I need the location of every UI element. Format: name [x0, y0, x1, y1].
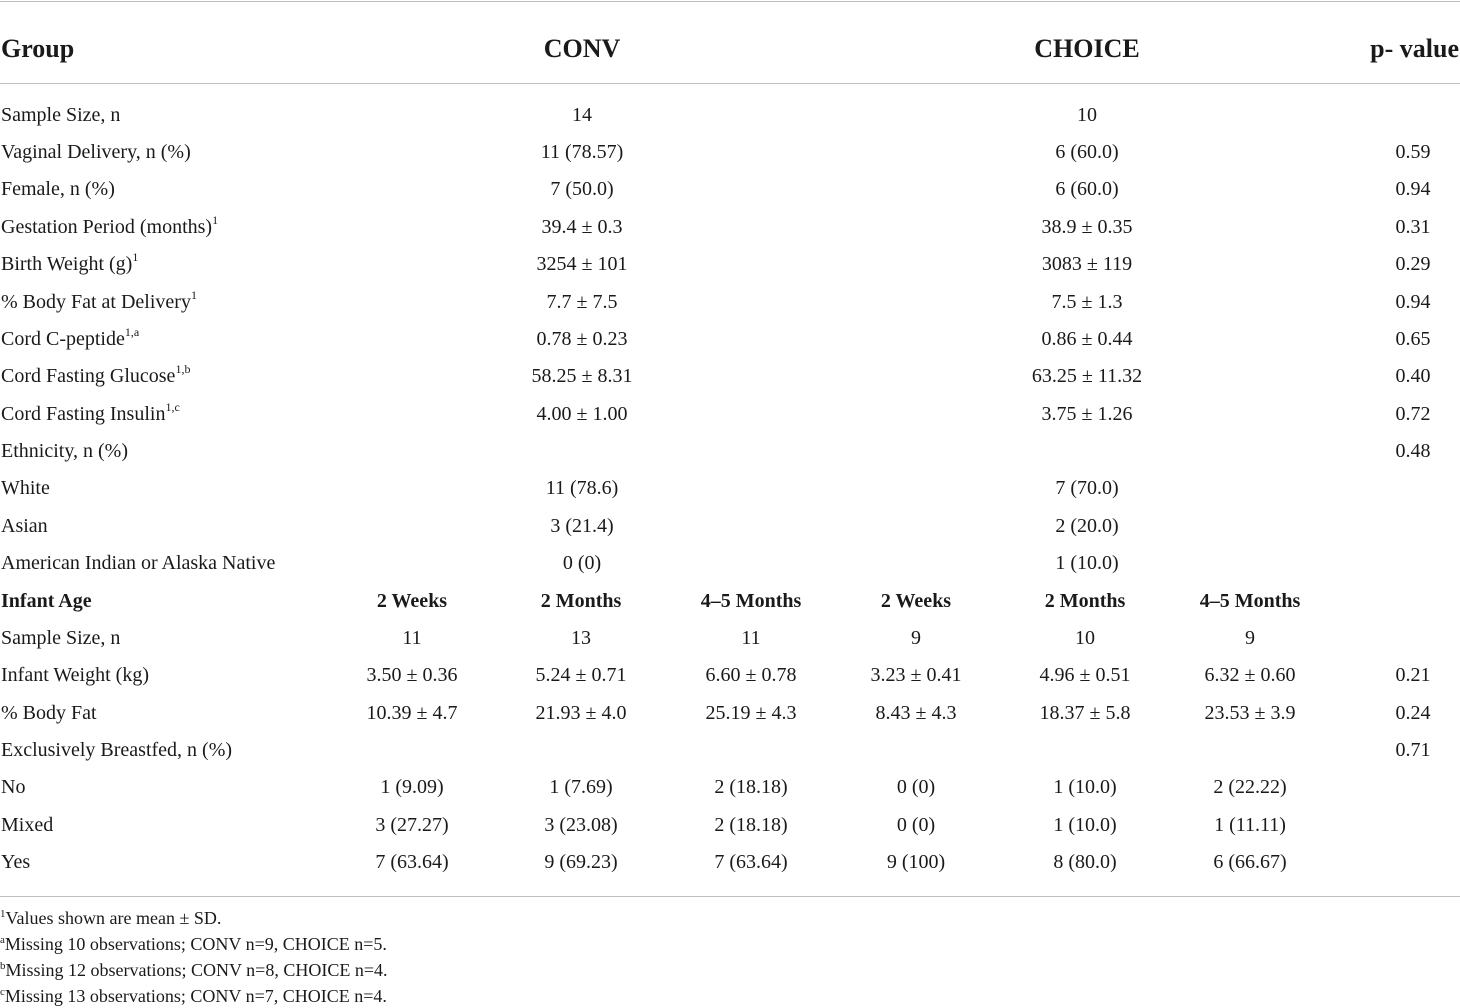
- row-label: [1, 284, 197, 321]
- conv-value: 11 (78.57): [540, 141, 624, 163]
- footnote-mark: c: [0, 986, 5, 998]
- row-label: Sample Size, n: [1, 627, 121, 649]
- conv-value: 0.78 ± 0.23: [536, 328, 628, 350]
- p-value: 0.21: [1395, 664, 1431, 686]
- table-row: [0, 209, 1460, 246]
- conv-value: 0 (0): [562, 552, 602, 574]
- p-value: 0.29: [1395, 253, 1431, 275]
- infant-value: 1 (11.11): [1214, 814, 1286, 836]
- table-row: [0, 433, 1460, 470]
- p-value: 0.71: [1395, 739, 1431, 761]
- conv-value: 39.4 ± 0.3: [541, 216, 623, 238]
- conv-value: 3 (21.4): [550, 515, 614, 537]
- row-label: [1, 209, 218, 246]
- row-label-text: Ethnicity, n (%): [1, 440, 129, 462]
- header-pvalue: p- value: [1370, 34, 1459, 63]
- infant-value: 8.43 ± 4.3: [875, 702, 957, 724]
- infant-value: 0 (0): [896, 814, 936, 836]
- row-label-text: Vaginal Delivery, n (%): [1, 141, 191, 163]
- infant-value: 2 (22.22): [1213, 776, 1287, 798]
- infant-value: 1 (10.0): [1053, 776, 1117, 798]
- infant-value: 0 (0): [896, 776, 936, 798]
- infant-value: 11: [741, 627, 761, 649]
- choice-value: 7.5 ± 1.3: [1051, 291, 1123, 313]
- footnote-marker: 1,b: [175, 362, 191, 376]
- infant-value: 21.93 ± 4.0: [535, 702, 627, 724]
- infant-value: 2 (18.18): [714, 814, 788, 836]
- table-row: [0, 657, 1460, 694]
- row-label: Exclusively Breastfed, n (%): [1, 739, 233, 761]
- footnote-text: Missing 10 observations; CONV n=9, CHOICE n=5.: [4, 934, 387, 954]
- footnote-marker: 1: [212, 213, 219, 227]
- p-value: 0.94: [1395, 291, 1431, 313]
- row-label-text: American Indian or Alaska Native: [1, 552, 276, 574]
- p-value: 0.24: [1395, 702, 1431, 724]
- table-row: [0, 844, 1460, 881]
- infant-value: 9: [1245, 627, 1255, 649]
- infant-age-col: 2 Weeks: [376, 590, 448, 612]
- choice-value: 7 (70.0): [1055, 477, 1119, 499]
- row-label: [1, 134, 191, 171]
- infant-age-col: 4–5 Months: [700, 590, 802, 612]
- footnote: [0, 908, 221, 928]
- row-label-text: Birth Weight (g): [1, 253, 133, 275]
- table-row: [0, 732, 1460, 769]
- header-rule: [0, 83, 1460, 84]
- choice-value: 2 (20.0): [1055, 515, 1119, 537]
- infant-age-col: 4–5 Months: [1199, 590, 1301, 612]
- row-label: Yes: [1, 851, 31, 873]
- row-label: No: [1, 776, 26, 798]
- infant-value: 10: [1075, 627, 1095, 649]
- p-value: 0.94: [1395, 178, 1431, 200]
- row-label-text: Cord Fasting Glucose: [1, 365, 176, 387]
- conv-value: 7 (50.0): [550, 178, 614, 200]
- row-label-text: % Body Fat at Delivery: [1, 291, 191, 313]
- choice-value: 3083 ± 119: [1041, 253, 1133, 275]
- row-label: Infant Weight (kg): [1, 664, 149, 686]
- infant-value: 18.37 ± 5.8: [1039, 702, 1131, 724]
- table-bottom-rule: [0, 896, 1460, 897]
- choice-value: 6 (60.0): [1055, 141, 1119, 163]
- infant-value: 4.96 ± 0.51: [1039, 664, 1131, 686]
- choice-value: 1 (10.0): [1055, 552, 1119, 574]
- row-label-text: Female, n (%): [1, 178, 115, 200]
- infant-value: 7 (63.64): [375, 851, 449, 873]
- footnote: [0, 934, 387, 954]
- infant-value: 9: [911, 627, 921, 649]
- choice-value: 38.9 ± 0.35: [1041, 216, 1133, 238]
- conv-value: 7.7 ± 7.5: [546, 291, 618, 313]
- table-row: [0, 695, 1460, 732]
- infant-value: 1 (9.09): [380, 776, 444, 798]
- row-label: [1, 358, 190, 395]
- infant-value: 5.24 ± 0.71: [535, 664, 627, 686]
- conv-value: 4.00 ± 1.00: [536, 403, 628, 425]
- row-label: [1, 545, 275, 582]
- infant-value: 3 (23.08): [544, 814, 618, 836]
- p-value: 0.59: [1395, 141, 1431, 163]
- conv-value: 14: [572, 104, 592, 126]
- row-label: % Body Fat: [1, 702, 97, 724]
- table-top-rule: [0, 1, 1460, 2]
- row-label: [1, 246, 138, 283]
- table-row: [0, 620, 1460, 657]
- footnote-marker: 1: [190, 288, 197, 302]
- infant-value: 13: [571, 627, 591, 649]
- infant-value: 6.32 ± 0.60: [1204, 664, 1296, 686]
- header-choice: CHOICE: [1034, 34, 1140, 63]
- footnote-text: Missing 12 observations; CONV n=8, CHOICE n=4.: [5, 960, 388, 980]
- row-label-text: Gestation Period (months): [1, 216, 213, 238]
- footnote-marker: 1,a: [124, 325, 140, 339]
- infant-value: 7 (63.64): [714, 851, 788, 873]
- table-row: [0, 171, 1460, 208]
- footnote-mark: a: [0, 934, 5, 946]
- infant-value: 25.19 ± 4.3: [705, 702, 797, 724]
- p-value: 0.65: [1395, 328, 1431, 350]
- infant-value: 11: [402, 627, 422, 649]
- p-value: 0.31: [1395, 216, 1431, 238]
- row-label: [1, 508, 48, 545]
- row-label: [1, 433, 128, 470]
- header-conv: CONV: [543, 34, 621, 63]
- infant-value: 9 (69.23): [544, 851, 618, 873]
- header-group: Group: [1, 34, 75, 63]
- infant-value: 3 (27.27): [375, 814, 449, 836]
- row-label-text: Asian: [1, 515, 48, 537]
- infant-age-col: 2 Weeks: [880, 590, 952, 612]
- footnote-text: Missing 13 observations; CONV n=7, CHOICE n=4.: [4, 986, 387, 1006]
- footnote-marker: 1: [132, 250, 139, 264]
- row-label-text: White: [1, 477, 50, 499]
- footnote: [0, 960, 387, 980]
- conv-value: 58.25 ± 8.31: [531, 365, 633, 387]
- infant-age-col: 2 Months: [1044, 590, 1126, 612]
- table-row: [0, 97, 1460, 134]
- infant-value: 6 (66.67): [1213, 851, 1287, 873]
- table-row: [0, 358, 1460, 395]
- choice-value: 6 (60.0): [1055, 178, 1119, 200]
- infant-value: 10.39 ± 4.7: [366, 702, 458, 724]
- infant-value: 3.50 ± 0.36: [366, 664, 458, 686]
- footnote-mark: 1: [0, 908, 6, 920]
- infant-value: 1 (10.0): [1053, 814, 1117, 836]
- infant-value: 9 (100): [886, 851, 946, 873]
- row-label: [1, 171, 115, 208]
- p-value: 0.40: [1395, 365, 1431, 387]
- row-label-text: Sample Size, n: [1, 104, 121, 126]
- row-label: [1, 396, 180, 433]
- choice-value: 10: [1077, 104, 1097, 126]
- row-label-text: Cord Fasting Insulin: [1, 403, 166, 425]
- row-label-text: Cord C-peptide: [1, 328, 125, 350]
- p-value: 0.72: [1395, 403, 1431, 425]
- table-row: [0, 508, 1460, 545]
- row-label: [1, 321, 139, 358]
- footnote-marker: 1,c: [165, 400, 180, 414]
- footnote-text: Values shown are mean ± SD.: [5, 908, 222, 928]
- conv-value: 3254 ± 101: [536, 253, 628, 275]
- infant-value: 23.53 ± 3.9: [1204, 702, 1296, 724]
- table-row: [0, 246, 1460, 283]
- table-row: [0, 396, 1460, 433]
- row-label: Mixed: [1, 814, 54, 836]
- row-label: [1, 97, 120, 134]
- table-row: [0, 769, 1460, 806]
- row-label: [1, 470, 50, 507]
- infant-age-label: Infant Age: [1, 590, 92, 612]
- infant-value: 8 (80.0): [1053, 851, 1117, 873]
- infant-value: 6.60 ± 0.78: [705, 664, 797, 686]
- choice-value: 3.75 ± 1.26: [1041, 403, 1133, 425]
- table-row: [0, 321, 1460, 358]
- infant-age-col: 2 Months: [540, 590, 622, 612]
- infant-value: 1 (7.69): [549, 776, 613, 798]
- choice-value: 63.25 ± 11.32: [1031, 365, 1143, 387]
- table-row: [0, 470, 1460, 507]
- choice-value: 0.86 ± 0.44: [1041, 328, 1133, 350]
- table-row: [0, 284, 1460, 321]
- p-value: 0.48: [1395, 440, 1431, 462]
- table-row: [0, 134, 1460, 171]
- conv-value: 11 (78.6): [545, 477, 619, 499]
- footnote: [0, 986, 387, 1006]
- table-row: [0, 545, 1460, 582]
- footnote-mark: b: [0, 960, 6, 972]
- table-row: [0, 807, 1460, 844]
- infant-age-header-row: [0, 583, 1460, 620]
- infant-value: 3.23 ± 0.41: [870, 664, 962, 686]
- infant-value: 2 (18.18): [714, 776, 788, 798]
